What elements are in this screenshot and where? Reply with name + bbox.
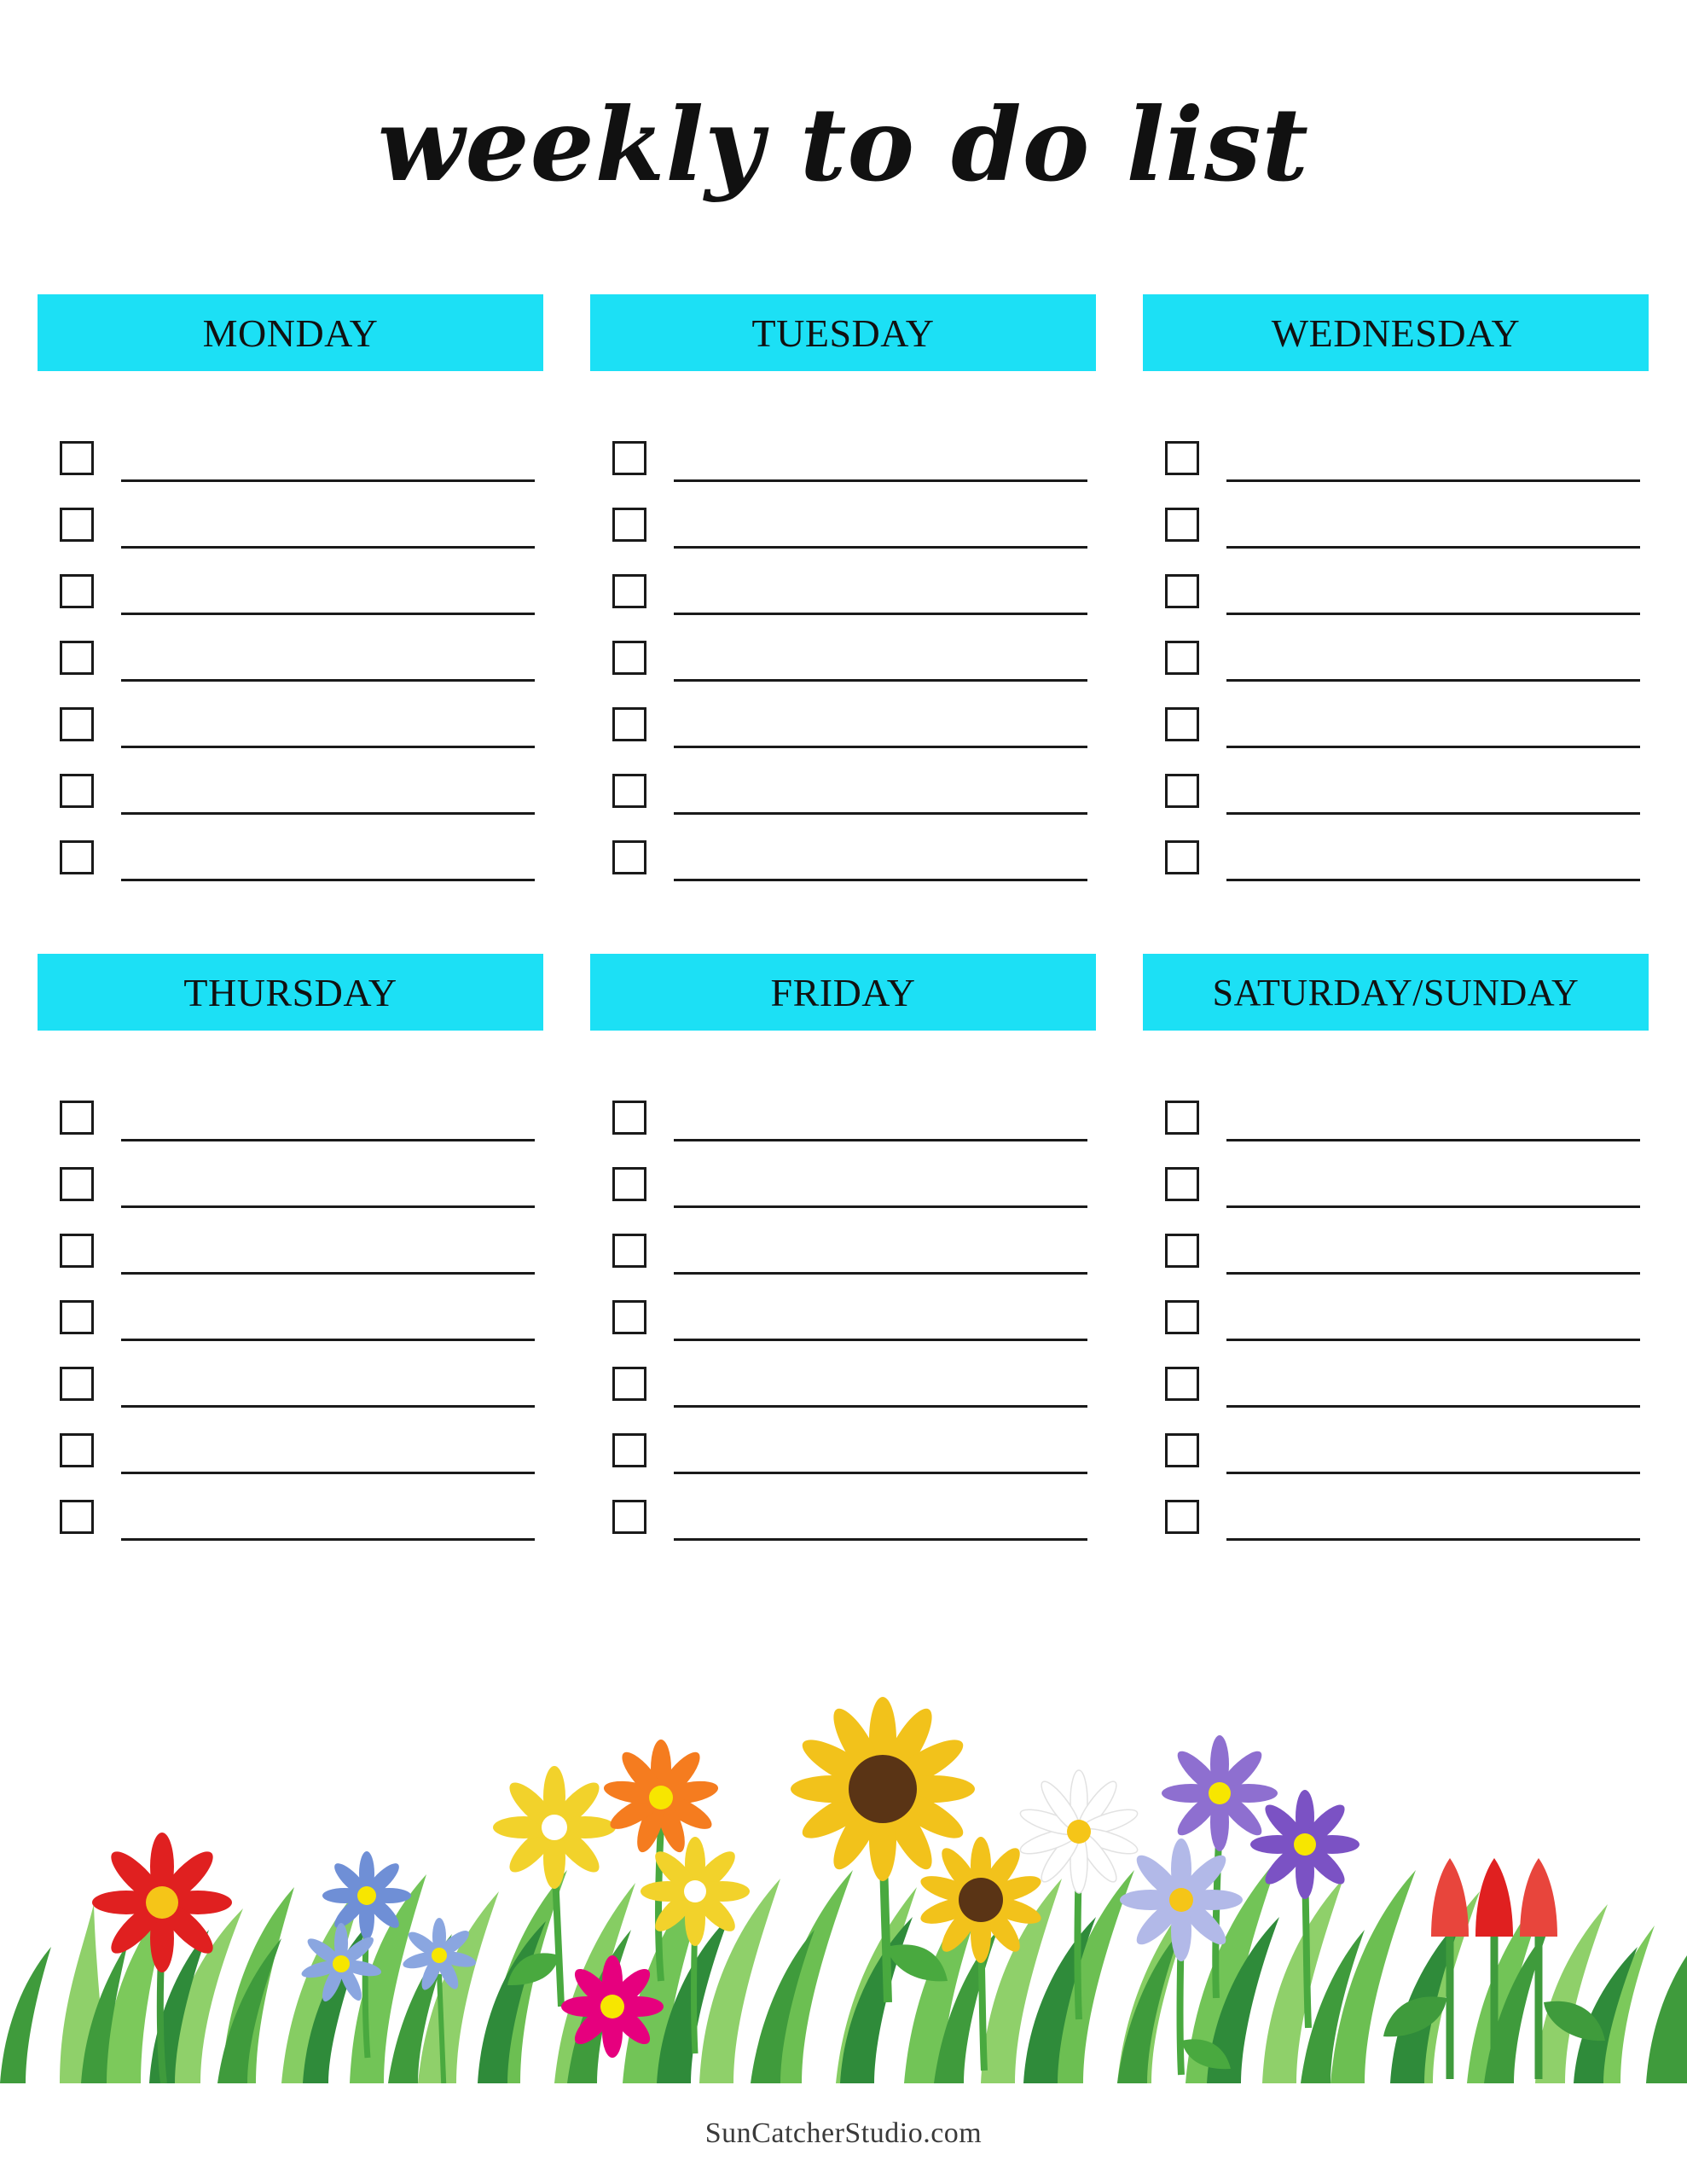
- task-row: [590, 815, 1096, 881]
- task-checkbox[interactable]: [60, 1167, 94, 1201]
- day-column-monday: [38, 294, 543, 881]
- task-write-line[interactable]: [1226, 878, 1640, 881]
- day-header-wednesday: WEDNESDAY: [1143, 294, 1649, 371]
- task-checkbox[interactable]: [60, 641, 94, 675]
- task-row: [38, 549, 543, 615]
- task-row: [1143, 1141, 1649, 1208]
- task-checkbox[interactable]: [60, 508, 94, 542]
- task-checkbox[interactable]: [1165, 1300, 1199, 1334]
- task-checkbox[interactable]: [60, 1367, 94, 1401]
- task-row: [38, 415, 543, 482]
- task-write-line[interactable]: [674, 1138, 1087, 1141]
- task-row: [38, 1141, 543, 1208]
- flower-meadow-border-art: [0, 1682, 1687, 2083]
- task-checkbox[interactable]: [612, 707, 646, 741]
- task-checkbox[interactable]: [612, 1167, 646, 1201]
- task-write-line[interactable]: [674, 811, 1087, 815]
- task-write-line[interactable]: [121, 811, 535, 815]
- task-row: [590, 482, 1096, 549]
- task-row: [590, 1408, 1096, 1474]
- task-list-wednesday: [1143, 415, 1649, 881]
- task-write-line[interactable]: [1226, 1537, 1640, 1541]
- day-header-tuesday: TUESDAY: [590, 294, 1096, 371]
- task-checkbox[interactable]: [1165, 1234, 1199, 1268]
- task-row: [38, 482, 543, 549]
- task-checkbox[interactable]: [60, 1234, 94, 1268]
- day-column-tuesday: [590, 294, 1096, 881]
- task-list-tuesday: [590, 415, 1096, 881]
- task-checkbox[interactable]: [60, 840, 94, 874]
- task-write-line[interactable]: [674, 878, 1087, 881]
- task-write-line[interactable]: [674, 1271, 1087, 1275]
- task-row: [38, 1474, 543, 1541]
- task-checkbox[interactable]: [612, 574, 646, 608]
- task-checkbox[interactable]: [1165, 840, 1199, 874]
- task-write-line[interactable]: [121, 479, 535, 482]
- task-checkbox[interactable]: [60, 1300, 94, 1334]
- task-row: [590, 1341, 1096, 1408]
- task-row: [1143, 549, 1649, 615]
- task-write-line[interactable]: [674, 1404, 1087, 1408]
- task-write-line[interactable]: [1226, 545, 1640, 549]
- task-row: [590, 615, 1096, 682]
- day-header-friday: FRIDAY: [590, 954, 1096, 1031]
- task-write-line[interactable]: [1226, 1338, 1640, 1341]
- task-checkbox[interactable]: [1165, 774, 1199, 808]
- task-write-line[interactable]: [121, 1471, 535, 1474]
- task-checkbox[interactable]: [60, 707, 94, 741]
- task-checkbox[interactable]: [612, 1234, 646, 1268]
- task-checkbox[interactable]: [612, 774, 646, 808]
- task-write-line[interactable]: [1226, 1138, 1640, 1141]
- task-row: [590, 682, 1096, 748]
- task-list-monday: [38, 415, 543, 881]
- task-write-line[interactable]: [121, 612, 535, 615]
- task-write-line[interactable]: [1226, 811, 1640, 815]
- task-checkbox[interactable]: [612, 1101, 646, 1135]
- task-checkbox[interactable]: [60, 1433, 94, 1467]
- task-row: [590, 1474, 1096, 1541]
- task-checkbox[interactable]: [1165, 707, 1199, 741]
- task-row: [590, 415, 1096, 482]
- task-write-line[interactable]: [674, 1537, 1087, 1541]
- task-row: [38, 1341, 543, 1408]
- task-write-line[interactable]: [1226, 678, 1640, 682]
- task-checkbox[interactable]: [1165, 1367, 1199, 1401]
- task-checkbox[interactable]: [1165, 1167, 1199, 1201]
- task-checkbox[interactable]: [60, 574, 94, 608]
- task-write-line[interactable]: [1226, 479, 1640, 482]
- task-row: [38, 1208, 543, 1275]
- task-write-line[interactable]: [121, 1271, 535, 1275]
- task-row: [590, 549, 1096, 615]
- task-row: [1143, 682, 1649, 748]
- task-row: [590, 1141, 1096, 1208]
- task-write-line[interactable]: [121, 878, 535, 881]
- task-row: [1143, 1341, 1649, 1408]
- task-write-line[interactable]: [674, 479, 1087, 482]
- task-row: [590, 1275, 1096, 1341]
- task-write-line[interactable]: [674, 745, 1087, 748]
- task-row: [1143, 1408, 1649, 1474]
- task-row: [38, 815, 543, 881]
- day-header-saturday-sunday: SATURDAY/SUNDAY: [1143, 954, 1649, 1031]
- task-row: [1143, 1075, 1649, 1141]
- task-checkbox[interactable]: [1165, 1433, 1199, 1467]
- task-checkbox[interactable]: [612, 1500, 646, 1534]
- task-list-friday: [590, 1075, 1096, 1541]
- task-checkbox[interactable]: [612, 441, 646, 475]
- task-write-line[interactable]: [121, 545, 535, 549]
- task-write-line[interactable]: [674, 1471, 1087, 1474]
- day-column-wednesday: [1143, 294, 1649, 881]
- task-checkbox[interactable]: [1165, 574, 1199, 608]
- day-header-monday: MONDAY: [38, 294, 543, 371]
- task-write-line[interactable]: [1226, 745, 1640, 748]
- flower-pink-daisy: [561, 1955, 664, 2058]
- task-row: [590, 1208, 1096, 1275]
- task-row: [38, 1075, 543, 1141]
- task-checkbox[interactable]: [1165, 508, 1199, 542]
- task-write-line[interactable]: [1226, 1271, 1640, 1275]
- task-checkbox[interactable]: [612, 641, 646, 675]
- task-write-line[interactable]: [1226, 1205, 1640, 1208]
- task-row: [38, 615, 543, 682]
- task-checkbox[interactable]: [612, 840, 646, 874]
- task-write-line[interactable]: [1226, 612, 1640, 615]
- task-write-line[interactable]: [674, 612, 1087, 615]
- task-write-line[interactable]: [674, 1205, 1087, 1208]
- task-row: [590, 1075, 1096, 1141]
- task-write-line[interactable]: [121, 1138, 535, 1141]
- page-title: weekly to do list: [377, 85, 1310, 204]
- task-list-saturday-sunday: [1143, 1075, 1649, 1541]
- task-write-line[interactable]: [1226, 1471, 1640, 1474]
- task-row: [38, 682, 543, 748]
- task-row: [38, 1408, 543, 1474]
- days-grid: [38, 294, 1649, 1541]
- task-row: [38, 748, 543, 815]
- task-row: [1143, 415, 1649, 482]
- task-checkbox[interactable]: [60, 774, 94, 808]
- task-write-line[interactable]: [674, 1338, 1087, 1341]
- task-write-line[interactable]: [121, 678, 535, 682]
- task-checkbox[interactable]: [60, 1500, 94, 1534]
- task-checkbox[interactable]: [612, 1300, 646, 1334]
- task-checkbox[interactable]: [612, 1367, 646, 1401]
- meadow-illustration: [0, 1682, 1687, 2083]
- task-write-line[interactable]: [1226, 1404, 1640, 1408]
- task-write-line[interactable]: [121, 1404, 535, 1408]
- task-row: [1143, 815, 1649, 881]
- task-row: [1143, 748, 1649, 815]
- task-checkbox[interactable]: [60, 1101, 94, 1135]
- task-checkbox[interactable]: [612, 1433, 646, 1467]
- task-checkbox[interactable]: [612, 508, 646, 542]
- day-column-friday: [590, 954, 1096, 1541]
- task-row: [1143, 482, 1649, 549]
- task-write-line[interactable]: [674, 545, 1087, 549]
- task-row: [1143, 615, 1649, 682]
- task-write-line[interactable]: [121, 1537, 535, 1541]
- task-row: [38, 1275, 543, 1341]
- site-credit: SunCatcherStudio.com: [704, 2117, 983, 2149]
- day-column-thursday: [38, 954, 543, 1541]
- task-checkbox[interactable]: [1165, 1101, 1199, 1135]
- task-write-line[interactable]: [121, 745, 535, 748]
- task-write-line[interactable]: [121, 1205, 535, 1208]
- day-column-saturday-sunday: [1143, 954, 1649, 1541]
- task-row: [1143, 1474, 1649, 1541]
- task-write-line[interactable]: [121, 1338, 535, 1341]
- task-list-thursday: [38, 1075, 543, 1541]
- day-header-thursday: THURSDAY: [38, 954, 543, 1031]
- task-write-line[interactable]: [674, 678, 1087, 682]
- task-row: [1143, 1275, 1649, 1341]
- task-checkbox[interactable]: [1165, 1500, 1199, 1534]
- task-row: [590, 748, 1096, 815]
- task-checkbox[interactable]: [1165, 441, 1199, 475]
- task-row: [1143, 1208, 1649, 1275]
- task-checkbox[interactable]: [1165, 641, 1199, 675]
- task-checkbox[interactable]: [60, 441, 94, 475]
